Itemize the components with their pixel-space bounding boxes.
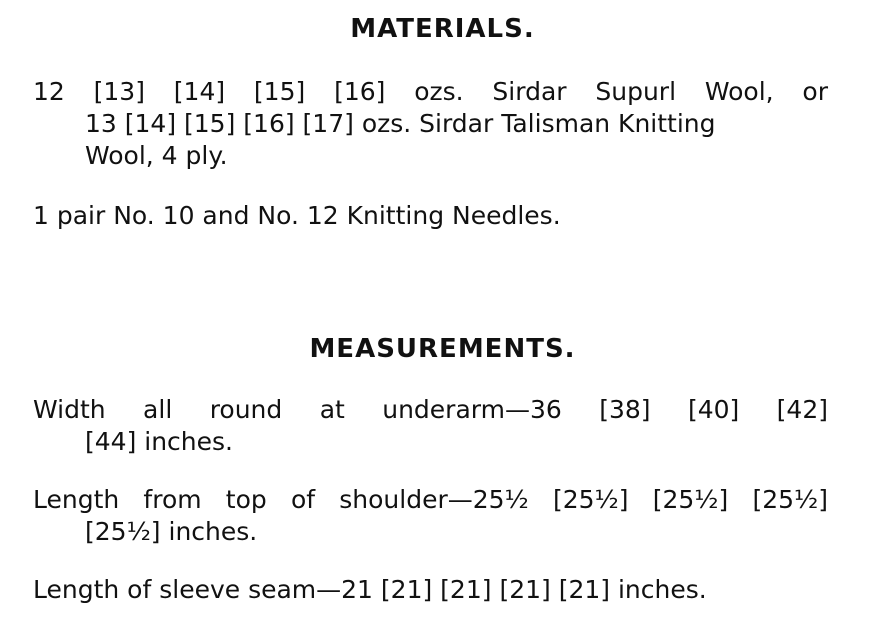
measurements-heading: MEASUREMENTS. <box>309 334 576 364</box>
wool-requirement-paragraph <box>33 76 828 172</box>
needles-requirement-paragraph <box>33 200 828 232</box>
length-measurement-paragraph <box>33 484 828 548</box>
needles-line: 1 pair No. 10 and No. 12 Knitting Needles. <box>33 201 561 230</box>
wool-line-3: Wool, 4 ply. <box>85 141 228 170</box>
sleeve-measurement-paragraph <box>33 574 828 606</box>
wool-line-2: 13 [14] [15] [16] [17] ozs. Sirdar Talisman Knitting <box>85 109 716 138</box>
sleeve-line: Length of sleeve seam—21 [21] [21] [21] [21] inches. <box>33 575 707 604</box>
materials-heading: MATERIALS. <box>350 14 535 44</box>
width-measurement-paragraph <box>33 394 828 458</box>
width-line-1: Width all round at underarm—36 [38] [40] [42] <box>33 395 828 424</box>
width-line-2: [44] inches. <box>85 427 233 456</box>
wool-line-1: 12 [13] [14] [15] [16] ozs. Sirdar Supurl Wool, or <box>33 77 828 106</box>
length-line-2: [25½] inches. <box>85 517 258 546</box>
length-line-1: Length from top of shoulder—25½ [25½] [25½] [25½] <box>33 485 828 514</box>
